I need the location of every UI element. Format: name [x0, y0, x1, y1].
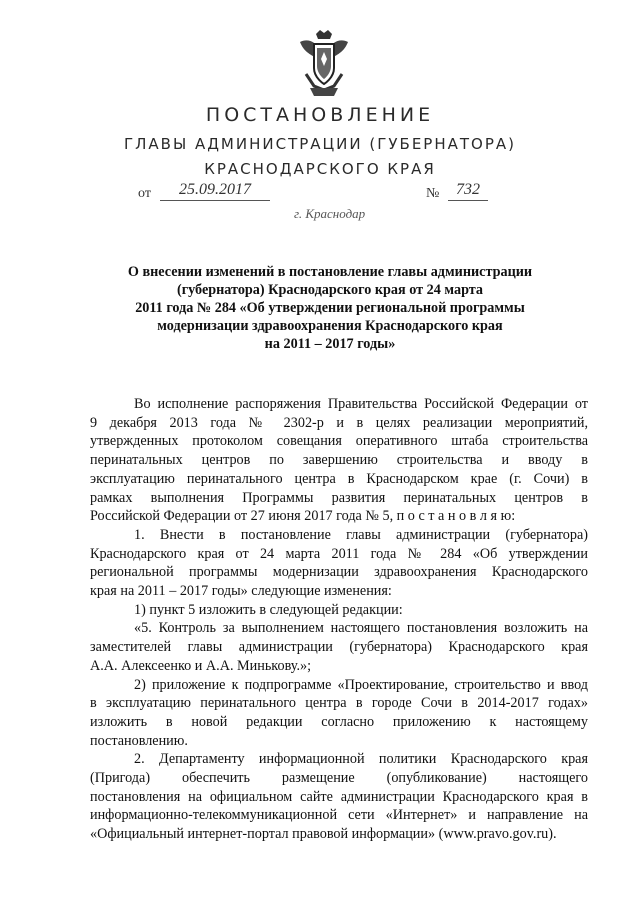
- paragraph-line: Краснодарского края от 24 марта 2011 года № 284 «Об утверждении: [90, 545, 588, 562]
- date-label: от: [138, 186, 151, 201]
- paragraph-line: края на 2011 – 2017 годы» следующие изменения:: [90, 583, 392, 600]
- paragraph-line: постановления на официальном сайте администрации Краснодарского края в: [90, 788, 588, 805]
- paragraph-line: Российской Федерации от 27 июня 2017 года № 5, п о с т а н о в л я ю:: [90, 508, 516, 525]
- document-date: 25.09.2017: [160, 180, 270, 201]
- issuer-line-2: КРАСНОДАРСКОГО КРАЯ: [204, 160, 436, 178]
- paragraph-line: утвержденных протоколом совещания оперативного штаба строительства: [90, 433, 588, 450]
- number-label: №: [426, 186, 440, 201]
- issuer-line-1: ГЛАВЫ АДМИНИСТРАЦИИ (ГУБЕРНАТОРА): [123, 135, 517, 153]
- document-body: [90, 395, 588, 844]
- paragraph-line: 9 декабря 2013 года № 2302-р и в целях реализации мероприятий,: [90, 414, 588, 431]
- paragraph-line: постановлению.: [90, 732, 188, 749]
- paragraph-line: изложить в новой редакции согласно приложению к настоящему: [90, 713, 588, 730]
- subject-line: 2011 года № 284 «Об утверждении региональной программы: [135, 300, 525, 316]
- paragraph-subitem-2: 2) приложение к подпрограмме «Проектирование, строительство и ввод: [134, 676, 588, 693]
- document-subject: [90, 263, 570, 353]
- paragraph-line: рамках выполнения Программы развития перинатальных центров в: [90, 489, 588, 506]
- paragraph-item-1: 1. Внести в постановление главы администрации (губернатора): [134, 526, 588, 543]
- document-number: 732: [448, 180, 488, 201]
- paragraph-line: в эксплуатацию перинатального центра в городе Сочи в 2014-2017 годах»: [90, 695, 588, 712]
- paragraph-line: перинатальных центров по завершению строительства и вводу в: [90, 452, 588, 469]
- paragraph-line: А.А. Алексеенко и А.А. Минькову.»;: [90, 657, 312, 674]
- document-city: г. Краснодар: [294, 206, 366, 221]
- subject-line: (губернатора) Краснодарского края от 24 марта: [176, 282, 484, 298]
- paragraph-line: «Официальный интернет-портал правовой информации» (www.pravo.gov.ru).: [90, 826, 557, 843]
- coat-of-arms-emblem: [294, 28, 354, 98]
- paragraph-line: заместителей главы администрации (губернатора) Краснодарского края: [90, 639, 588, 656]
- subject-line: на 2011 – 2017 годы»: [264, 336, 396, 352]
- subject-line: модернизации здравоохранения Краснодарского края: [157, 318, 503, 334]
- paragraph-item-2: 2. Департаменту информационной политики Краснодарского края: [134, 751, 588, 768]
- document-type-heading: ПОСТАНОВЛЕНИЕ: [205, 104, 435, 126]
- paragraph-line: эксплуатацию перинатального центра в Краснодарском крае (г. Сочи) в: [90, 470, 588, 487]
- paragraph-quote: «5. Контроль за выполнением настоящего постановления возложить на: [134, 620, 588, 637]
- subject-line: О внесении изменений в постановление главы администрации: [127, 264, 533, 280]
- paragraph-line: (Пригода) обеспечить размещение (опубликование) настоящего: [90, 770, 588, 787]
- paragraph-line: региональной программы модернизации здравоохранения Краснодарского: [90, 564, 588, 581]
- paragraph-preamble: Во исполнение распоряжения Правительства Российской Федерации от: [134, 396, 588, 412]
- paragraph-line: информационно-телекоммуникационной сети «Интернет» и направление на: [90, 807, 588, 824]
- paragraph-subitem-1: 1) пункт 5 изложить в следующей редакции:: [134, 601, 403, 618]
